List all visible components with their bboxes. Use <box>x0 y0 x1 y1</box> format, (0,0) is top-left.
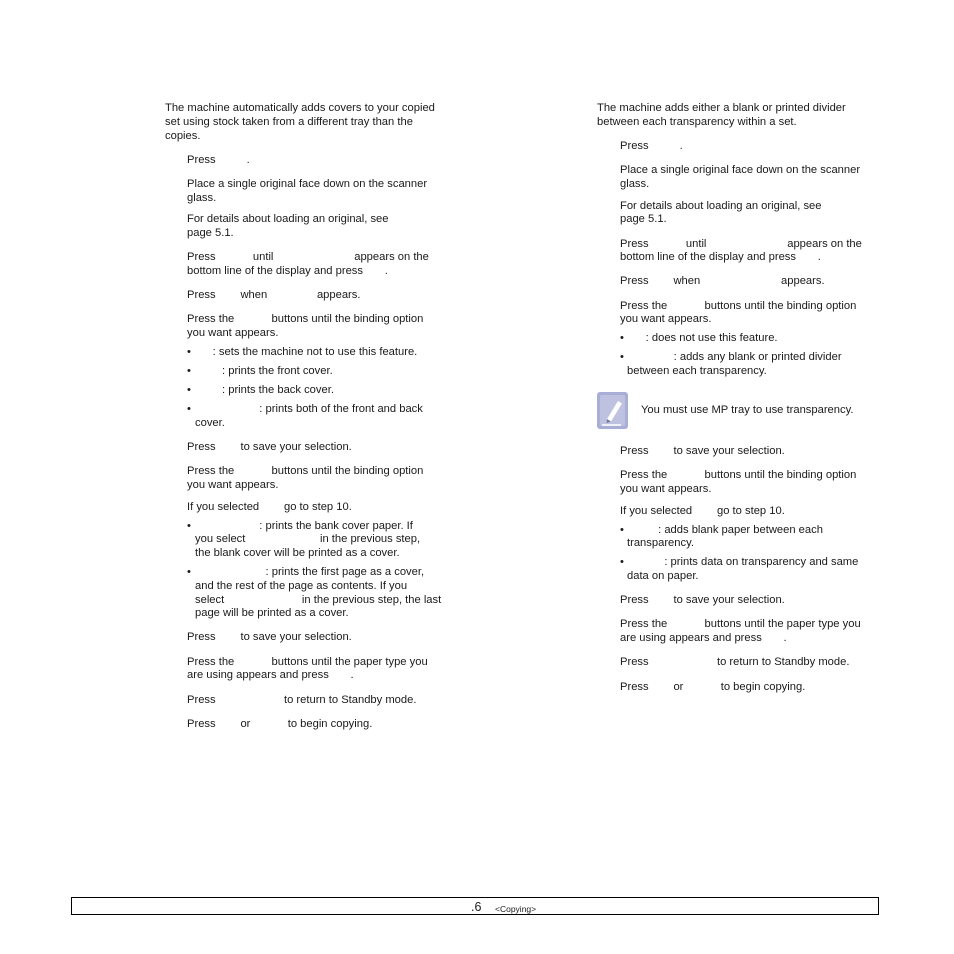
step-text: page 5.1. <box>187 227 234 239</box>
step-text: glass. <box>187 192 217 204</box>
intro-text: between each transparency within a set. <box>597 116 797 128</box>
list-item: • : prints the bank cover paper. If <box>187 520 413 532</box>
step-text: Press the buttons until the binding option <box>187 465 424 477</box>
step-text: Press the buttons until the paper type you <box>187 656 428 668</box>
step-text: Press until appears on the <box>187 251 429 263</box>
list-item: you select in the previous step, <box>195 533 421 545</box>
step-text: Press to save your selection. <box>620 594 785 606</box>
note-text: You must use MP tray to use transparency. <box>641 404 854 416</box>
list-item: • : prints the front cover. <box>187 365 333 377</box>
step-text: Press . <box>187 154 250 166</box>
step-text: are using appears and press . <box>187 669 354 681</box>
page-number: .6 <box>471 900 482 914</box>
note-pencil-icon <box>597 392 628 429</box>
list-item: • : sets the machine not to use this feature. <box>187 346 418 358</box>
list-item: data on paper. <box>627 570 699 582</box>
list-item: between each transparency. <box>627 365 767 377</box>
intro-text: set using stock taken from a different tray than the <box>165 116 413 128</box>
list-item: transparency. <box>627 537 694 549</box>
list-item: • : adds blank paper between each <box>620 524 823 536</box>
step-text: Press to save your selection. <box>187 441 352 453</box>
section-name: <Copying> <box>495 904 537 914</box>
step-text: Press the buttons until the binding option <box>620 469 857 481</box>
list-item: • : prints both of the front and back <box>187 403 423 415</box>
list-item: and the rest of the page as contents. If you <box>195 580 408 592</box>
list-item: page will be printed as a cover. <box>195 607 349 619</box>
step-text: glass. <box>620 178 650 190</box>
step-text: you want appears. <box>187 479 279 491</box>
intro-text: The machine automatically adds covers to your copied <box>165 102 435 114</box>
step-text: Press when appears. <box>187 289 361 301</box>
step-text: you want appears. <box>620 483 712 495</box>
step-text: If you selected go to step 10. <box>620 505 785 517</box>
step-text: For details about loading an original, see <box>187 213 389 225</box>
step-text: Press the buttons until the binding option <box>187 313 424 325</box>
step-text: Press or to begin copying. <box>620 681 806 693</box>
list-item: • : prints the back cover. <box>187 384 334 396</box>
step-text: you want appears. <box>620 313 712 325</box>
intro-text: copies. <box>165 130 201 142</box>
step-text: Press when appears. <box>620 275 825 287</box>
step-text: Place a single original face down on the scanner <box>187 178 428 190</box>
step-text: Press . <box>620 140 683 152</box>
step-text: are using appears and press . <box>620 632 787 644</box>
step-text: Press to return to Standby mode. <box>187 694 417 706</box>
step-text: Press until appears on the <box>620 238 862 250</box>
step-text: bottom line of the display and press . <box>620 251 821 263</box>
step-text: you want appears. <box>187 327 279 339</box>
step-text: Place a single original face down on the scanner <box>620 164 861 176</box>
list-item: cover. <box>195 417 225 429</box>
step-text: page 5.1. <box>620 213 667 225</box>
list-item: • : adds any blank or printed divider <box>620 351 842 363</box>
list-item: • : does not use this feature. <box>620 332 778 344</box>
list-item: • : prints the first page as a cover, <box>187 566 425 578</box>
intro-text: The machine adds either a blank or printed divider <box>597 102 846 114</box>
step-text: Press to save your selection. <box>187 631 352 643</box>
step-text: For details about loading an original, see <box>620 200 822 212</box>
step-text: If you selected go to step 10. <box>187 501 352 513</box>
list-item: the blank cover will be printed as a cover. <box>195 547 400 559</box>
step-text: Press the buttons until the binding option <box>620 300 857 312</box>
list-item: select in the previous step, the last <box>195 594 442 606</box>
step-text: Press to save your selection. <box>620 445 785 457</box>
step-text: bottom line of the display and press . <box>187 265 388 277</box>
step-text: Press or to begin copying. <box>187 718 373 730</box>
step-text: Press to return to Standby mode. <box>620 656 850 668</box>
list-item: • : prints data on transparency and same <box>620 556 859 568</box>
step-text: Press the buttons until the paper type you <box>620 618 861 630</box>
